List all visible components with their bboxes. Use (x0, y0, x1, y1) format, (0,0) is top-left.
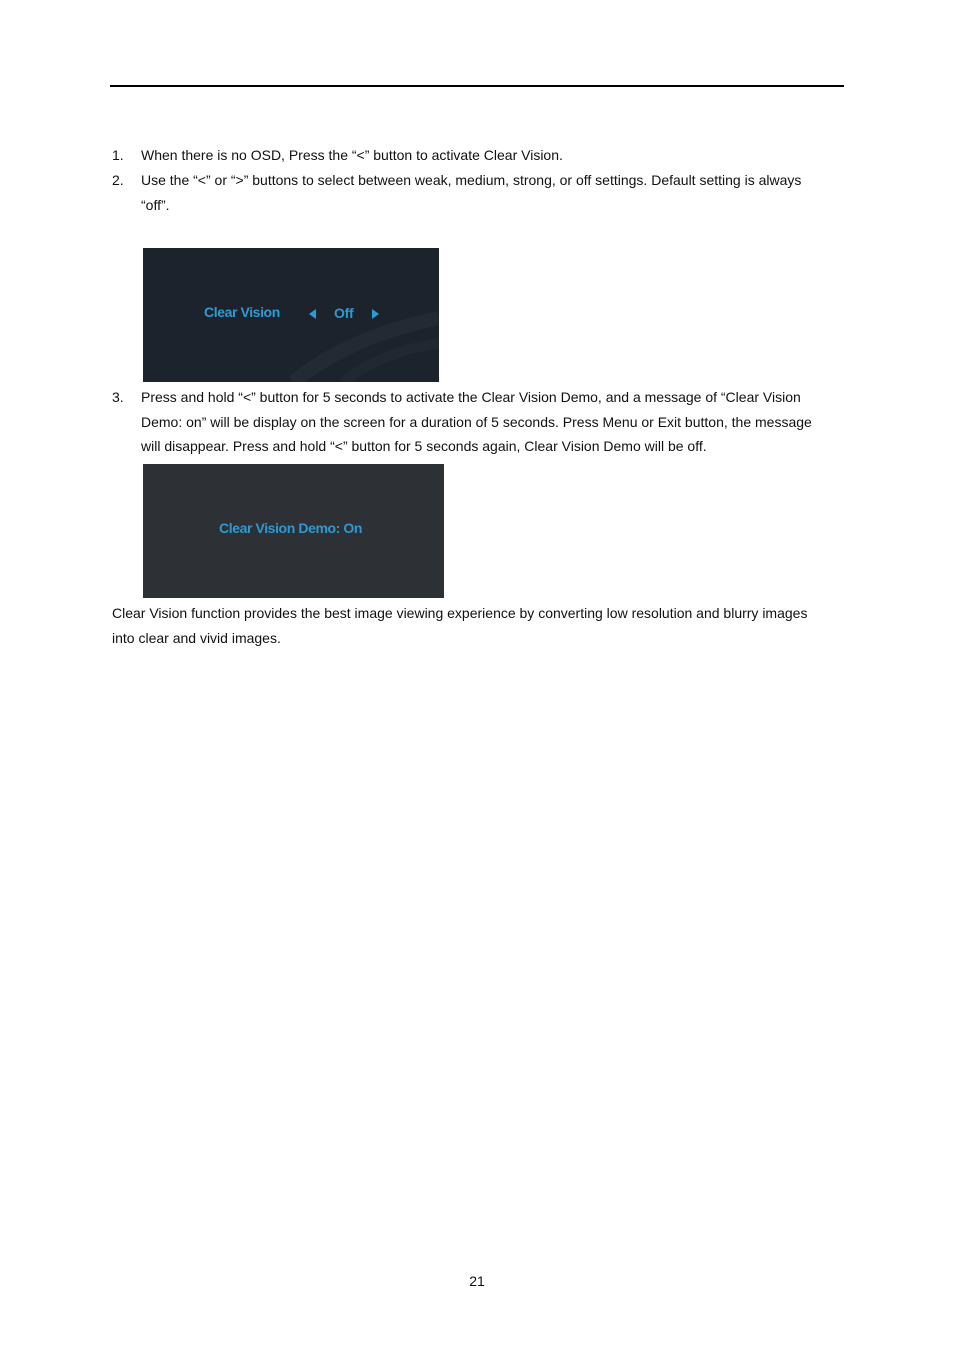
osd-background-sheen (143, 248, 439, 382)
triangle-left-icon (309, 309, 316, 319)
osd-demo-message: Clear Vision Demo: On (219, 520, 363, 536)
clear-vision-demo-osd-screenshot (143, 464, 444, 598)
triangle-right-icon (372, 309, 379, 319)
page-number: 21 (469, 1273, 485, 1289)
paragraph-line: into clear and vivid images. (112, 629, 281, 646)
step-line: Use the “<” or “>” buttons to select between weak, medium, strong, or off settings. Default setting is always (141, 172, 802, 188)
step-number: 1. (112, 147, 124, 163)
step-line: When there is no OSD, Press the “<” button to activate Clear Vision. (141, 147, 563, 163)
paragraph-line: Clear Vision function provides the best image viewing experience by converting low resolution and blurry images (112, 605, 808, 621)
step-number: 3. (112, 389, 124, 405)
step-line: will disappear. Press and hold “<” button for 5 seconds again, Clear Vision Demo will be off. (141, 438, 707, 454)
step-text (141, 385, 846, 459)
step-text (141, 168, 846, 217)
step-line: “off”. (141, 196, 170, 213)
step-number: 2. (112, 172, 124, 188)
step-text (141, 143, 846, 168)
footer-paragraph (112, 601, 846, 650)
osd-value: Off (334, 305, 354, 321)
step-line: Demo: on” will be display on the screen for a duration of 5 seconds. Press Menu or Exit button, the message (141, 413, 812, 430)
header-rule (110, 85, 844, 87)
clear-vision-osd-screenshot (143, 248, 439, 382)
step-line: Press and hold “<” button for 5 seconds to activate the Clear Vision Demo, and a message of “Clear Vision (141, 389, 801, 405)
osd-label: Clear Vision (204, 304, 280, 320)
